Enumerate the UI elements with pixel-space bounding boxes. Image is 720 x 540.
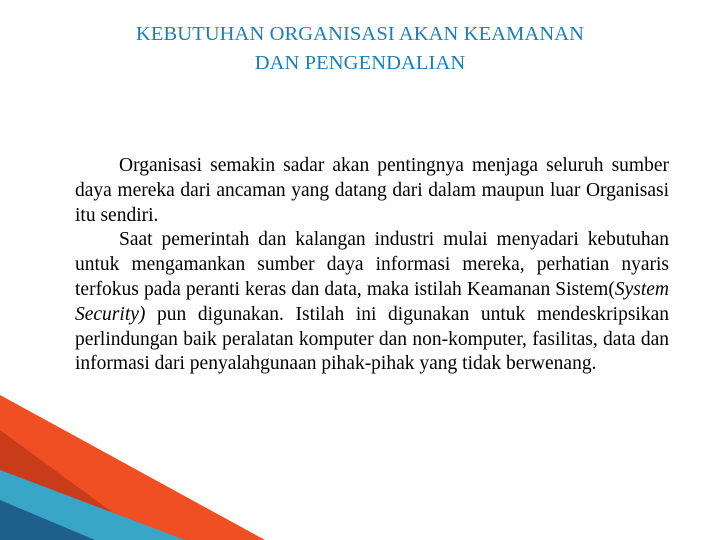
slide-title-line-2: DAN PENGENDALIAN [254, 52, 466, 74]
slide-title-line-1: KEBUTUHAN ORGANISASI AKAN KEAMANAN [135, 23, 585, 45]
paragraph-2-text-end: pun digunakan. Istilah ini digunakan untuk mendeskripsikan perlindungan baik peralatan komputer dan non-komputer, fasilitas, data dan informasi dari penyalahgunaan pihak-pihak yang tidak berwenang. [75, 303, 669, 375]
slide-body [75, 154, 669, 377]
paragraph-2 [75, 228, 669, 377]
slide-title [60, 20, 660, 78]
paragraph-2-text-start: Saat pemerintah dan kalangan industri mulai menyadari kebutuhan untuk mengamankan sumber daya informasi mereka, perhatian nyaris terfokus pada peranti keras dan data, maka istilah Keamanan Sistem( [75, 229, 669, 300]
paragraph-2-italic-term: System Security) [75, 278, 669, 325]
paragraph-1: Organisasi semakin sadar akan pentingnya menjaga seluruh sumber daya mereka dari ancaman yang datang dari dalam maupun luar Organisasi itu sendiri. [75, 155, 669, 226]
